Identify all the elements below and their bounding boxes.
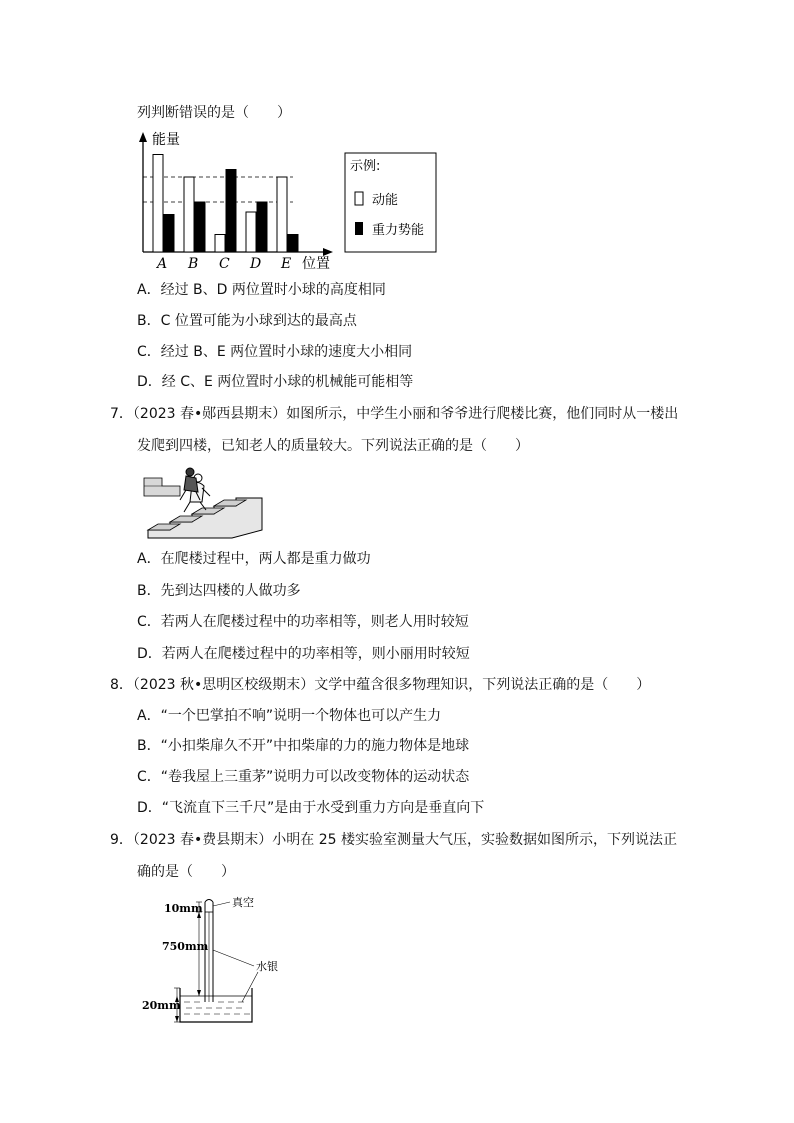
category-label-D: D bbox=[250, 256, 262, 272]
label-20mm: 20mm bbox=[142, 999, 181, 1012]
stair-climbing-illustration bbox=[140, 466, 266, 542]
bar-potential-C bbox=[226, 170, 236, 253]
q7-option-d[interactable]: D．若两人在爬楼过程中的功率相等，则小丽用时较短 bbox=[137, 646, 470, 662]
category-labels bbox=[155, 256, 291, 272]
q8-option-c[interactable]: C．“卷我屋上三重茅”说明力可以改变物体的运动状态 bbox=[137, 769, 470, 785]
q6-stem: 列判断错误的是（ ） bbox=[137, 105, 291, 121]
bar-kinetic-E bbox=[277, 177, 287, 252]
legend-title: 示例: bbox=[350, 159, 381, 174]
legend-kinetic-label: 动能 bbox=[372, 193, 399, 208]
q9-stem-line1: 9．（2023 春•费县期末）小明在 25 楼实验室测量大气压，实验数据如图所示，下列说法正 bbox=[110, 832, 677, 848]
q7-option-b[interactable]: B．先到达四楼的人做功多 bbox=[137, 583, 301, 599]
q8-stem: 8．（2023 秋•思明区校级期末）文学中蕴含很多物理知识，下列说法正确的是（ ） bbox=[110, 677, 651, 693]
bar-kinetic-D bbox=[246, 212, 256, 252]
category-label-E: E bbox=[281, 256, 292, 272]
bar-potential-B bbox=[195, 202, 205, 252]
x-axis-arrow bbox=[323, 248, 333, 256]
legend-kinetic-swatch bbox=[355, 192, 363, 205]
q7-stem-line1: 7．（2023 春•郧西县期末）如图所示，中学生小丽和爷爷进行爬楼比赛，他们同时从一楼出 bbox=[110, 406, 679, 422]
q7-stem-line2: 发爬到四楼，已知老人的质量较大。下列说法正确的是（ ） bbox=[137, 438, 529, 454]
reference-lines bbox=[143, 177, 293, 202]
bar-kinetic-B bbox=[184, 177, 194, 252]
category-label-B: B bbox=[188, 256, 199, 272]
bar-potential-D bbox=[257, 202, 267, 252]
legend-potential-label: 重力势能 bbox=[372, 223, 425, 238]
label-mercury: 水银 bbox=[256, 960, 278, 973]
label-vacuum: 真空 bbox=[232, 896, 254, 909]
category-label-A: A bbox=[157, 256, 168, 272]
bar-kinetic-A bbox=[153, 155, 163, 253]
bars bbox=[153, 155, 298, 253]
y-axis-arrow bbox=[139, 132, 147, 142]
y-axis-label: 能量 bbox=[152, 132, 180, 148]
torricelli-barometer-diagram bbox=[142, 890, 300, 1030]
bar-kinetic-C bbox=[215, 235, 225, 253]
q6-option-c[interactable]: C．经过 B、E 两位置时小球的速度大小相同 bbox=[137, 344, 413, 360]
q6-option-a[interactable]: A．经过 B、D 两位置时小球的高度相同 bbox=[137, 282, 386, 298]
q8-option-d[interactable]: D．“飞流直下三千尺”是由于水受到重力方向是垂直向下 bbox=[137, 800, 485, 816]
bar-potential-A bbox=[164, 215, 174, 253]
q8-option-b[interactable]: B．“小扣柴扉久不开”中扣柴扉的力的施力物体是地球 bbox=[137, 738, 470, 754]
legend-potential-swatch bbox=[355, 222, 363, 235]
category-label-C: C bbox=[219, 256, 230, 272]
q8-option-a[interactable]: A．“一个巴掌拍不响”说明一个物体也可以产生力 bbox=[137, 708, 442, 724]
energy-bar-chart bbox=[130, 128, 450, 273]
q6-option-d[interactable]: D．经 C、E 两位置时小球的机械能可能相等 bbox=[137, 374, 414, 390]
q9-stem-line2: 确的是（ ） bbox=[137, 864, 235, 880]
bar-potential-E bbox=[288, 235, 298, 253]
x-axis-label: 位置 bbox=[302, 256, 330, 272]
q7-option-a[interactable]: A．在爬楼过程中，两人都是重力做功 bbox=[137, 551, 371, 567]
q7-option-c[interactable]: C．若两人在爬楼过程中的功率相等，则老人用时较短 bbox=[137, 614, 469, 630]
label-10mm: 10mm bbox=[164, 902, 203, 915]
q6-option-b[interactable]: B．C 位置可能为小球到达的最高点 bbox=[137, 313, 357, 329]
label-750mm: 750mm bbox=[162, 940, 209, 953]
